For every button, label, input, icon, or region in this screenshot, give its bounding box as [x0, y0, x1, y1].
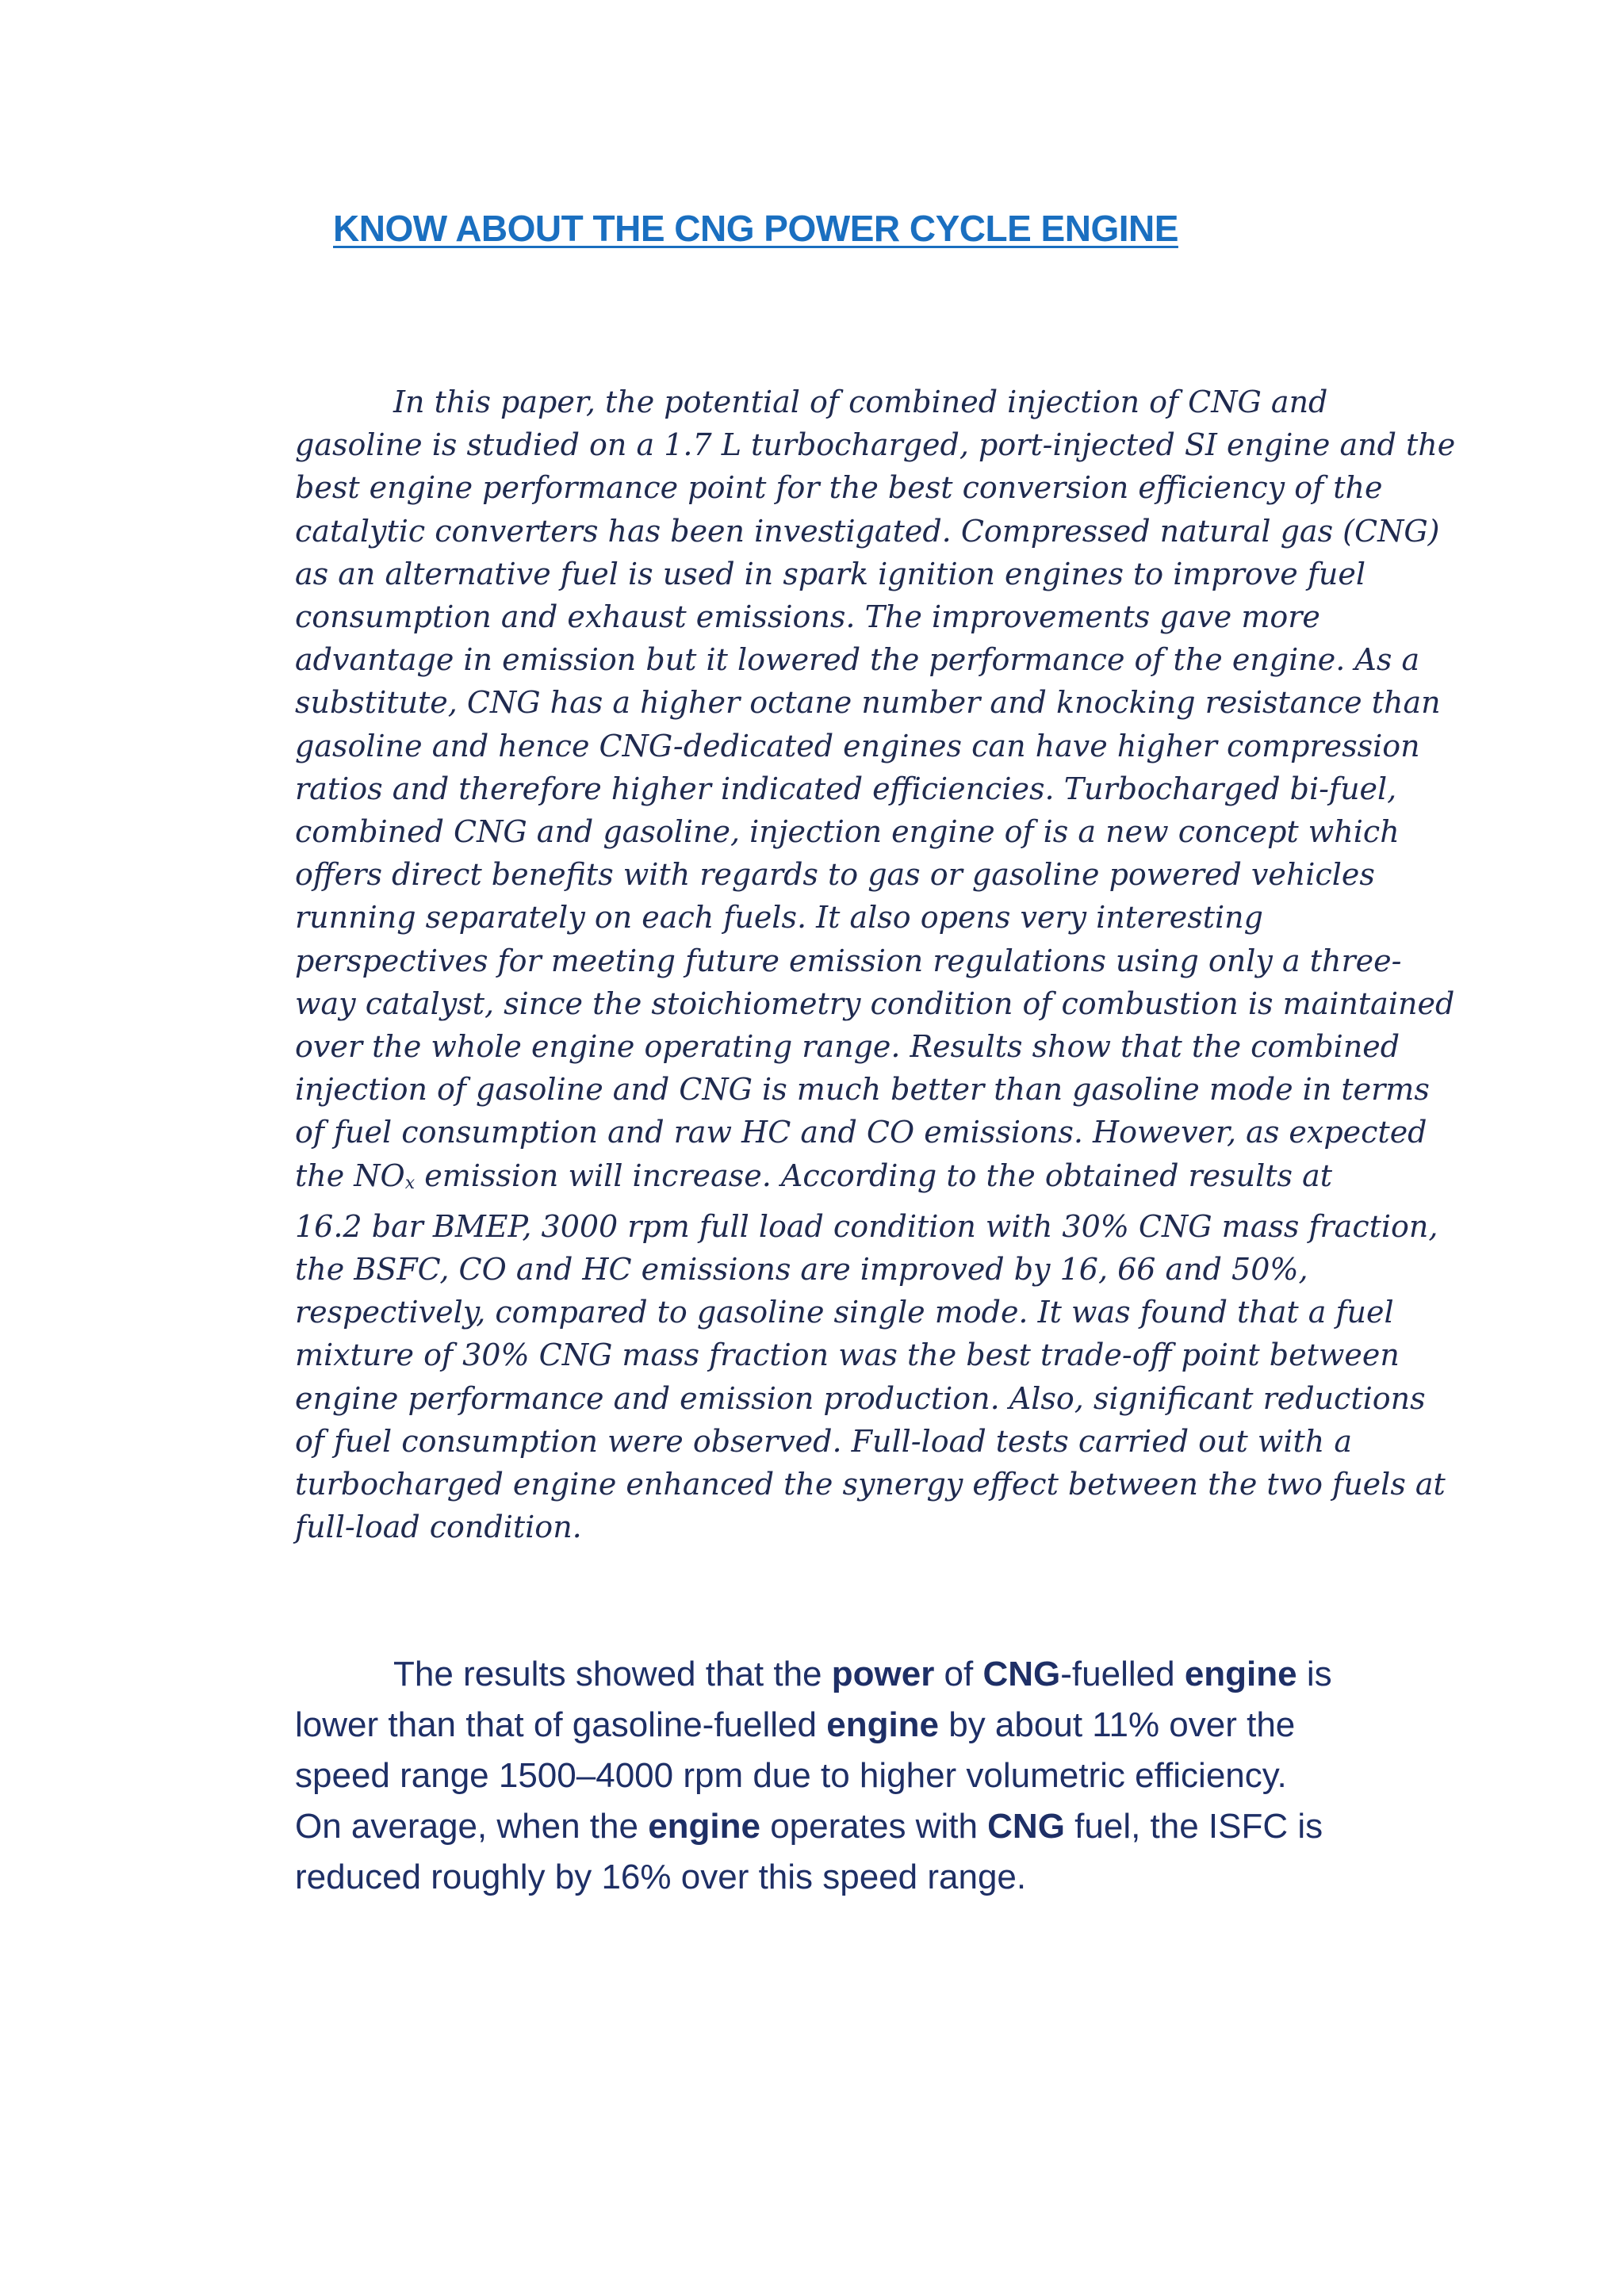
abstract-line: gasoline and hence CNG-dedicated engines can have higher compression [295, 728, 1420, 763]
abstract-line: In this paper, the potential of combined injection of CNG and [393, 385, 1328, 419]
abstract-line: consumption and exhaust emissions. The improvements gave more [295, 599, 1320, 635]
results-text: On average, when the [295, 1807, 649, 1846]
results-bold: engine [826, 1705, 940, 1744]
results-text: of [934, 1655, 983, 1693]
nox-subscript: x [404, 1173, 416, 1193]
abstract-line: best engine performance point for the best conversion efficiency of the [295, 470, 1383, 506]
results-bold: engine [648, 1807, 760, 1846]
abstract-line: ratios and therefore higher indicated efficiencies. Turbocharged bi-fuel, [295, 771, 1397, 806]
abstract-line: mixture of 30% CNG mass fraction was the best trade-off point between [295, 1337, 1400, 1373]
abstract-line: way catalyst, since the stoichiometry condition of combustion is maintained [295, 985, 1455, 1021]
results-bold: engine [1184, 1655, 1297, 1693]
abstract-paragraph [295, 381, 1456, 1548]
abstract-line: engine performance and emission production. Also, significant reductions [295, 1380, 1426, 1416]
abstract-line: perspectives for meeting future emission regulations using only a three- [295, 943, 1402, 978]
abstract-line: advantage in emission but it lowered the performance of the engine. As a [295, 642, 1420, 678]
results-line [295, 1801, 1445, 1852]
nox-suffix: emission will increase. According to the obtained results at [415, 1158, 1333, 1193]
abstract-line: gasoline is studied on a 1.7 L turbocharged, port-injected SI engine and the [295, 427, 1456, 463]
results-paragraph [295, 1649, 1445, 1903]
abstract-line: catalytic converters has been investigated. Compressed natural gas (CNG) [295, 513, 1440, 549]
abstract-line: of fuel consumption and raw HC and CO emissions. However, as expected [295, 1115, 1427, 1150]
results-text: -fuelled [1060, 1655, 1185, 1693]
results-text: The results showed that the [393, 1655, 832, 1693]
abstract-line: offers direct benefits with regards to gas or gasoline powered vehicles [295, 857, 1375, 893]
results-line: reduced roughly by 16% over this speed range. [295, 1858, 1027, 1896]
abstract-line: turbocharged engine enhanced the synergy effect between the two fuels at [295, 1467, 1446, 1502]
page-title: KNOW ABOUT THE CNG POWER CYCLE ENGINE [333, 208, 1178, 249]
results-line: speed range 1500–4000 rpm due to higher volumetric efficiency. [295, 1756, 1287, 1795]
abstract-line: over the whole engine operating range. Results show that the combined [295, 1029, 1400, 1065]
abstract-line: of fuel consumption were observed. Full-load tests carried out with a [295, 1423, 1353, 1459]
results-text: operates with [760, 1807, 988, 1846]
abstract-line: full-load condition. [295, 1510, 582, 1545]
results-bold: power [831, 1655, 935, 1693]
abstract-line: running separately on each fuels. It also opens very interesting [295, 900, 1263, 936]
results-text: fuel, the ISFC is [1064, 1807, 1323, 1846]
results-text: by about 11% over the [939, 1705, 1296, 1744]
abstract-line: injection of gasoline and CNG is much better than gasoline mode in terms [295, 1072, 1430, 1108]
abstract-line: substitute, CNG has a higher octane number and knocking resistance than [295, 685, 1441, 721]
results-bold: CNG [982, 1655, 1061, 1693]
abstract-line: combined CNG and gasoline, injection engine of is a new concept which [295, 814, 1400, 850]
abstract-line: as an alternative fuel is used in spark ignition engines to improve fuel [295, 556, 1366, 591]
abstract-line: the BSFC, CO and HC emissions are improved by 16, 66 and 50%, [295, 1252, 1308, 1288]
abstract-line-nox [295, 1154, 1429, 1205]
results-line [295, 1700, 1445, 1751]
results-bold: CNG [987, 1807, 1065, 1846]
abstract-line: respectively, compared to gasoline single mode. It was found that a fuel [295, 1295, 1394, 1330]
abstract-line: 16.2 bar BMEP, 3000 rpm full load condition with 30% CNG mass fraction, [295, 1208, 1438, 1244]
nox-prefix: the NO [295, 1158, 405, 1193]
results-line [295, 1649, 1445, 1700]
results-text: is [1297, 1655, 1332, 1693]
results-text: lower than that of gasoline-fuelled [295, 1705, 827, 1744]
